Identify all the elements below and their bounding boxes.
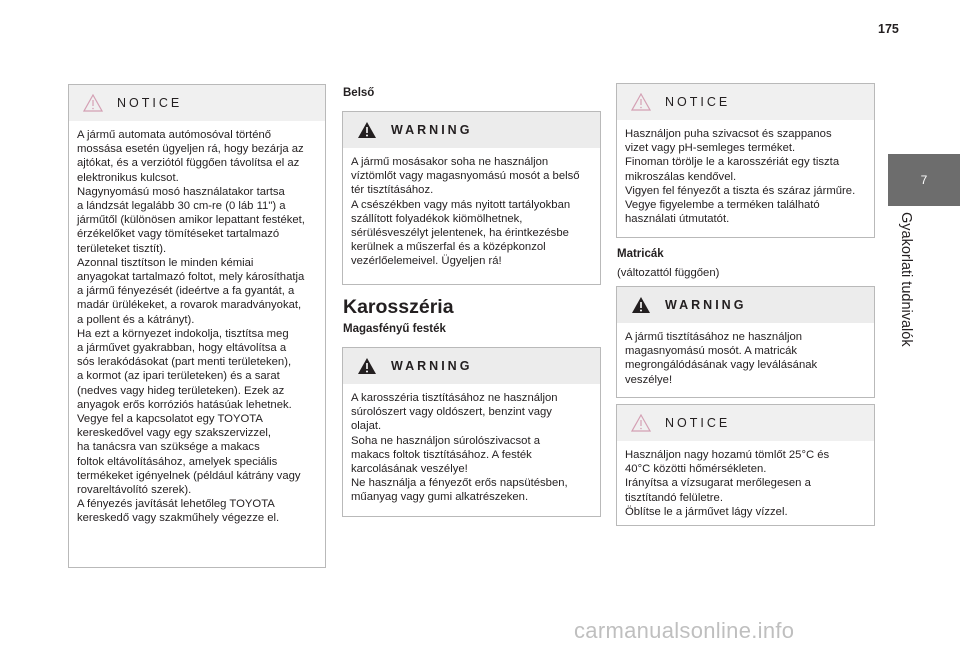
warning-title: WARNING: [391, 359, 473, 373]
warning-title: WARNING: [391, 123, 473, 137]
stickers-heading: Matricák: [617, 248, 664, 260]
notice-header: [617, 405, 874, 441]
notice-header: [69, 85, 325, 121]
notice-body: [69, 121, 325, 532]
body-heading: Karosszéria: [343, 296, 454, 318]
interior-heading: Belső: [343, 87, 375, 99]
warning-header: [343, 348, 600, 384]
notice-title: NOTICE: [665, 95, 731, 109]
notice-text: A jármű automata autómosóval történő mossása esetén ügyeljen rá, hogy bezárja az ajtókat, és a verziótól függően távolítsa el az elektronikus kulcsot. Nagynyomású mosó használatakor tartsa a lándzsát legalább 30 cm-re (0 láb 11") a járműtől (különösen amikor lepattant festéket, érzékelőket vagy tömítéseket tartalmazó területeket tisztít). Azonnal tisztítson le minden kémiai anyagokat tartalmazó foltot, mely károsíthatja a jármű fényezését (ideértve a fa gyantát, a madár ürülékeket, a rovarok maradványokat, a pollent és a kátrányt). Ha ezt a környezet indokolja, tisztítsa meg a járművet gyakrabban, hogy eltávolítsa a sós lerakódásokat (part menti területeken), a kormot (az ipari területeken) és a sarat (nedves vagy hideg területeken). Ezek az anyagok erős korróziós hatásúak lehetnek. Vegye fel a kapcsolatot egy TOYOTA kereskedővel vagy egy szakszervizzel, ha tanácsra van szüksége a makacs foltok eltávolításához, amelyek speciális termékeket igényelnek (például kátrány vagy rovareltávolító szerek). A fényezés javítását lehetőleg TOYOTA kereskedő vagy szakműhely végezze el.: [77, 129, 305, 525]
notice-box-sponge: [616, 83, 875, 238]
warning-body: [343, 148, 600, 275]
chapter-label: [894, 212, 916, 372]
notice-text: Használjon puha szivacsot és szappanos vizet vagy pH-semleges terméket. Finoman törölje le a karosszériát egy tiszta mikroszálas kendővel. Vigyen fel fényezőt a tiszta és száraz járműre. Vegye figyelembe a terméken található használati útmutatót.: [625, 128, 856, 226]
warning-triangle-icon: [357, 121, 377, 139]
warning-body: [617, 323, 874, 393]
warning-box-stickers: [616, 286, 875, 398]
notice-triangle-icon: [83, 94, 103, 112]
notice-body: [617, 120, 874, 232]
notice-box-washing: [68, 84, 326, 568]
stickers-note: (változattól függően): [617, 267, 720, 279]
notice-triangle-icon: [631, 93, 651, 111]
chapter-tab[interactable]: [888, 154, 960, 206]
warning-text: A jármű tisztításához ne használjon magasnyomású mosót. A matricák megrongálódásának vagy leválásának veszélye!: [625, 331, 818, 386]
notice-header: [617, 84, 874, 120]
warning-triangle-icon: [631, 296, 651, 314]
notice-title: NOTICE: [665, 416, 731, 430]
warning-body: [343, 384, 600, 511]
notice-title: NOTICE: [117, 96, 183, 110]
page-number: 175: [878, 22, 899, 36]
notice-body: [617, 441, 874, 525]
notice-box-rinse: [616, 404, 875, 526]
warning-header: [343, 112, 600, 148]
gloss-paint-heading: Magasfényű festék: [343, 323, 446, 335]
chapter-label-text: Gyakorlati tudnivalók: [898, 212, 914, 347]
warning-text: A karosszéria tisztításához ne használjon súrolószert vagy oldószert, benzint vagy olajat. Soha ne használjon súrolószivacsot a makacs foltok tisztításához. A festék karcolásának veszélye! Ne használja a fényezőt erős napsütésben, műanyag vagy gumi alkatrészeken.: [351, 392, 568, 504]
warning-box-interior: [342, 111, 601, 285]
warning-text: A jármű mosásakor soha ne használjon víztömlőt vagy magasnyomású mosót a belső tér tisztításához. A csészékben vagy más nyitott tartályokban szállított folyadékok kiömölhetnek, sérülésveszélyt jelentenek, ha érintkezésbe kerülnek a műszerfal és a középkonzol vezérlőelemeivel. Ügyeljen rá!: [351, 156, 580, 268]
chapter-number: 7: [920, 173, 928, 187]
warning-box-gloss: [342, 347, 601, 517]
warning-triangle-icon: [357, 357, 377, 375]
watermark: carmanualsonline.info: [574, 618, 795, 643]
warning-header: [617, 287, 874, 323]
notice-text: Használjon nagy hozamú tömlőt 25°C és 40°C közötti hőmérsékleten. Irányítsa a vízsugarat merőlegesen a tisztítandó felületre. Öblítse le a járművet lágy vízzel.: [625, 449, 830, 518]
warning-title: WARNING: [665, 298, 747, 312]
notice-triangle-icon: [631, 414, 651, 432]
